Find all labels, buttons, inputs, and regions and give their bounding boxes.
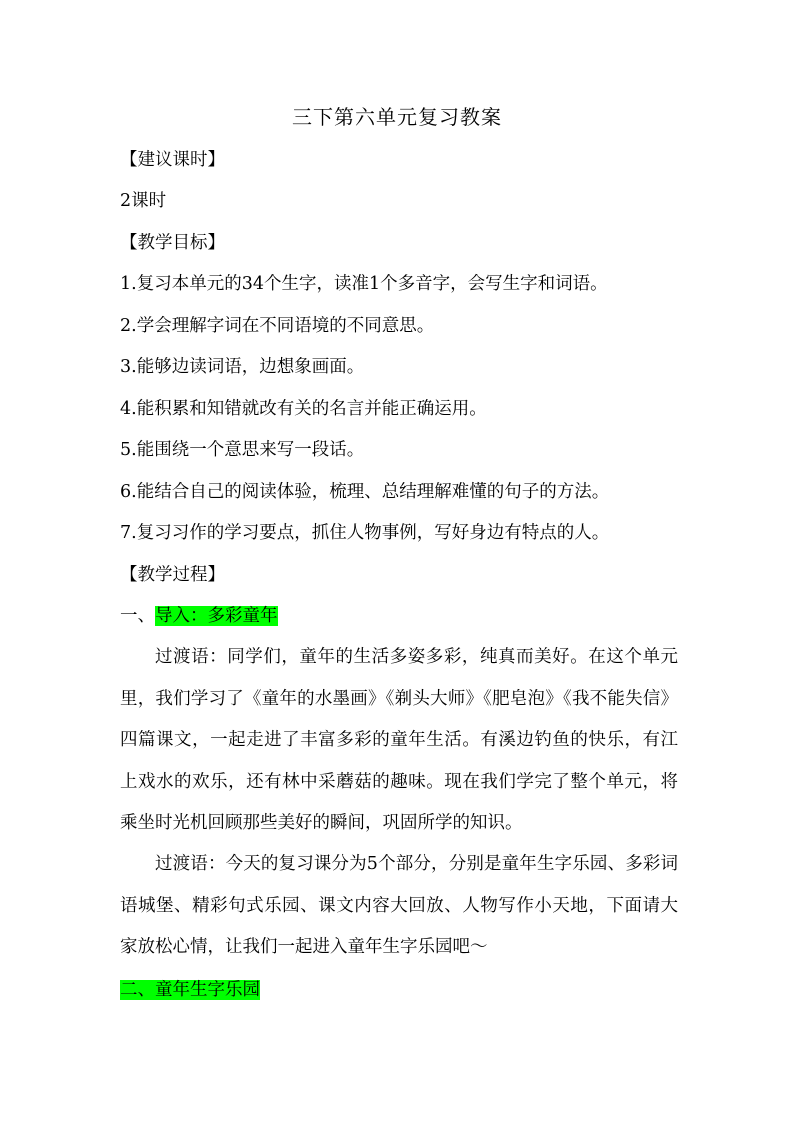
suggested-hours-value: 2课时 xyxy=(120,191,167,211)
part2-title-highlight: 二、童年生字乐园 xyxy=(120,980,260,1000)
part1-number: 一、 xyxy=(120,606,155,626)
objective-item-1: 1.复习本单元的34个生字，读准1个多音字，会写生字和词语。 xyxy=(120,274,608,294)
part1-heading xyxy=(120,601,680,631)
objective-item-7: 7.复习习作的学习要点，抓住人物事例，写好身边有特点的人。 xyxy=(120,523,610,543)
transition-paragraph-2: 过渡语：今天的复习课分为5个部分，分别是童年生字乐园、多彩词语城堡、精彩句式乐园、课文内容大回放、人物写作小天地，下面请大家放松心情，让我们一起进入童年生字乐园吧～ xyxy=(120,854,678,957)
heading-suggested-hours: 【建议课时】 xyxy=(120,150,225,170)
heading-process: 【教学过程】 xyxy=(120,565,225,585)
objective-item-3: 3.能够边读词语，边想象画面。 xyxy=(120,357,365,377)
objective-item-4: 4.能积累和知错就改有关的名言并能正确运用。 xyxy=(120,399,487,419)
part1-title-highlight: 导入：多彩童年 xyxy=(155,606,278,626)
part2-heading xyxy=(120,975,680,1005)
objective-item-2: 2.学会理解字词在不同语境的不同意思。 xyxy=(120,316,435,336)
page-title: 三下第六单元复习教案 xyxy=(292,105,502,129)
heading-objectives: 【教学目标】 xyxy=(120,233,225,253)
transition-paragraph-1: 过渡语：同学们，童年的生活多姿多彩，纯真而美好。在这个单元里，我们学习了《童年的水墨画》《剃头大师》《肥皂泡》《我不能失信》四篇课文，一起走进了丰富多彩的童年生活。有溪边钓鱼的快乐，有江上戏水的欢乐，还有林中采蘑菇的趣味。现在我们学完了整个单元，将乘坐时光机回顾那些美好的瞬间，巩固所学的知识。 xyxy=(120,647,678,833)
objective-item-6: 6.能结合自己的阅读体验，梳理、总结理解难懂的句子的方法。 xyxy=(120,482,610,502)
objective-item-5: 5.能围绕一个意思来写一段话。 xyxy=(120,440,365,460)
